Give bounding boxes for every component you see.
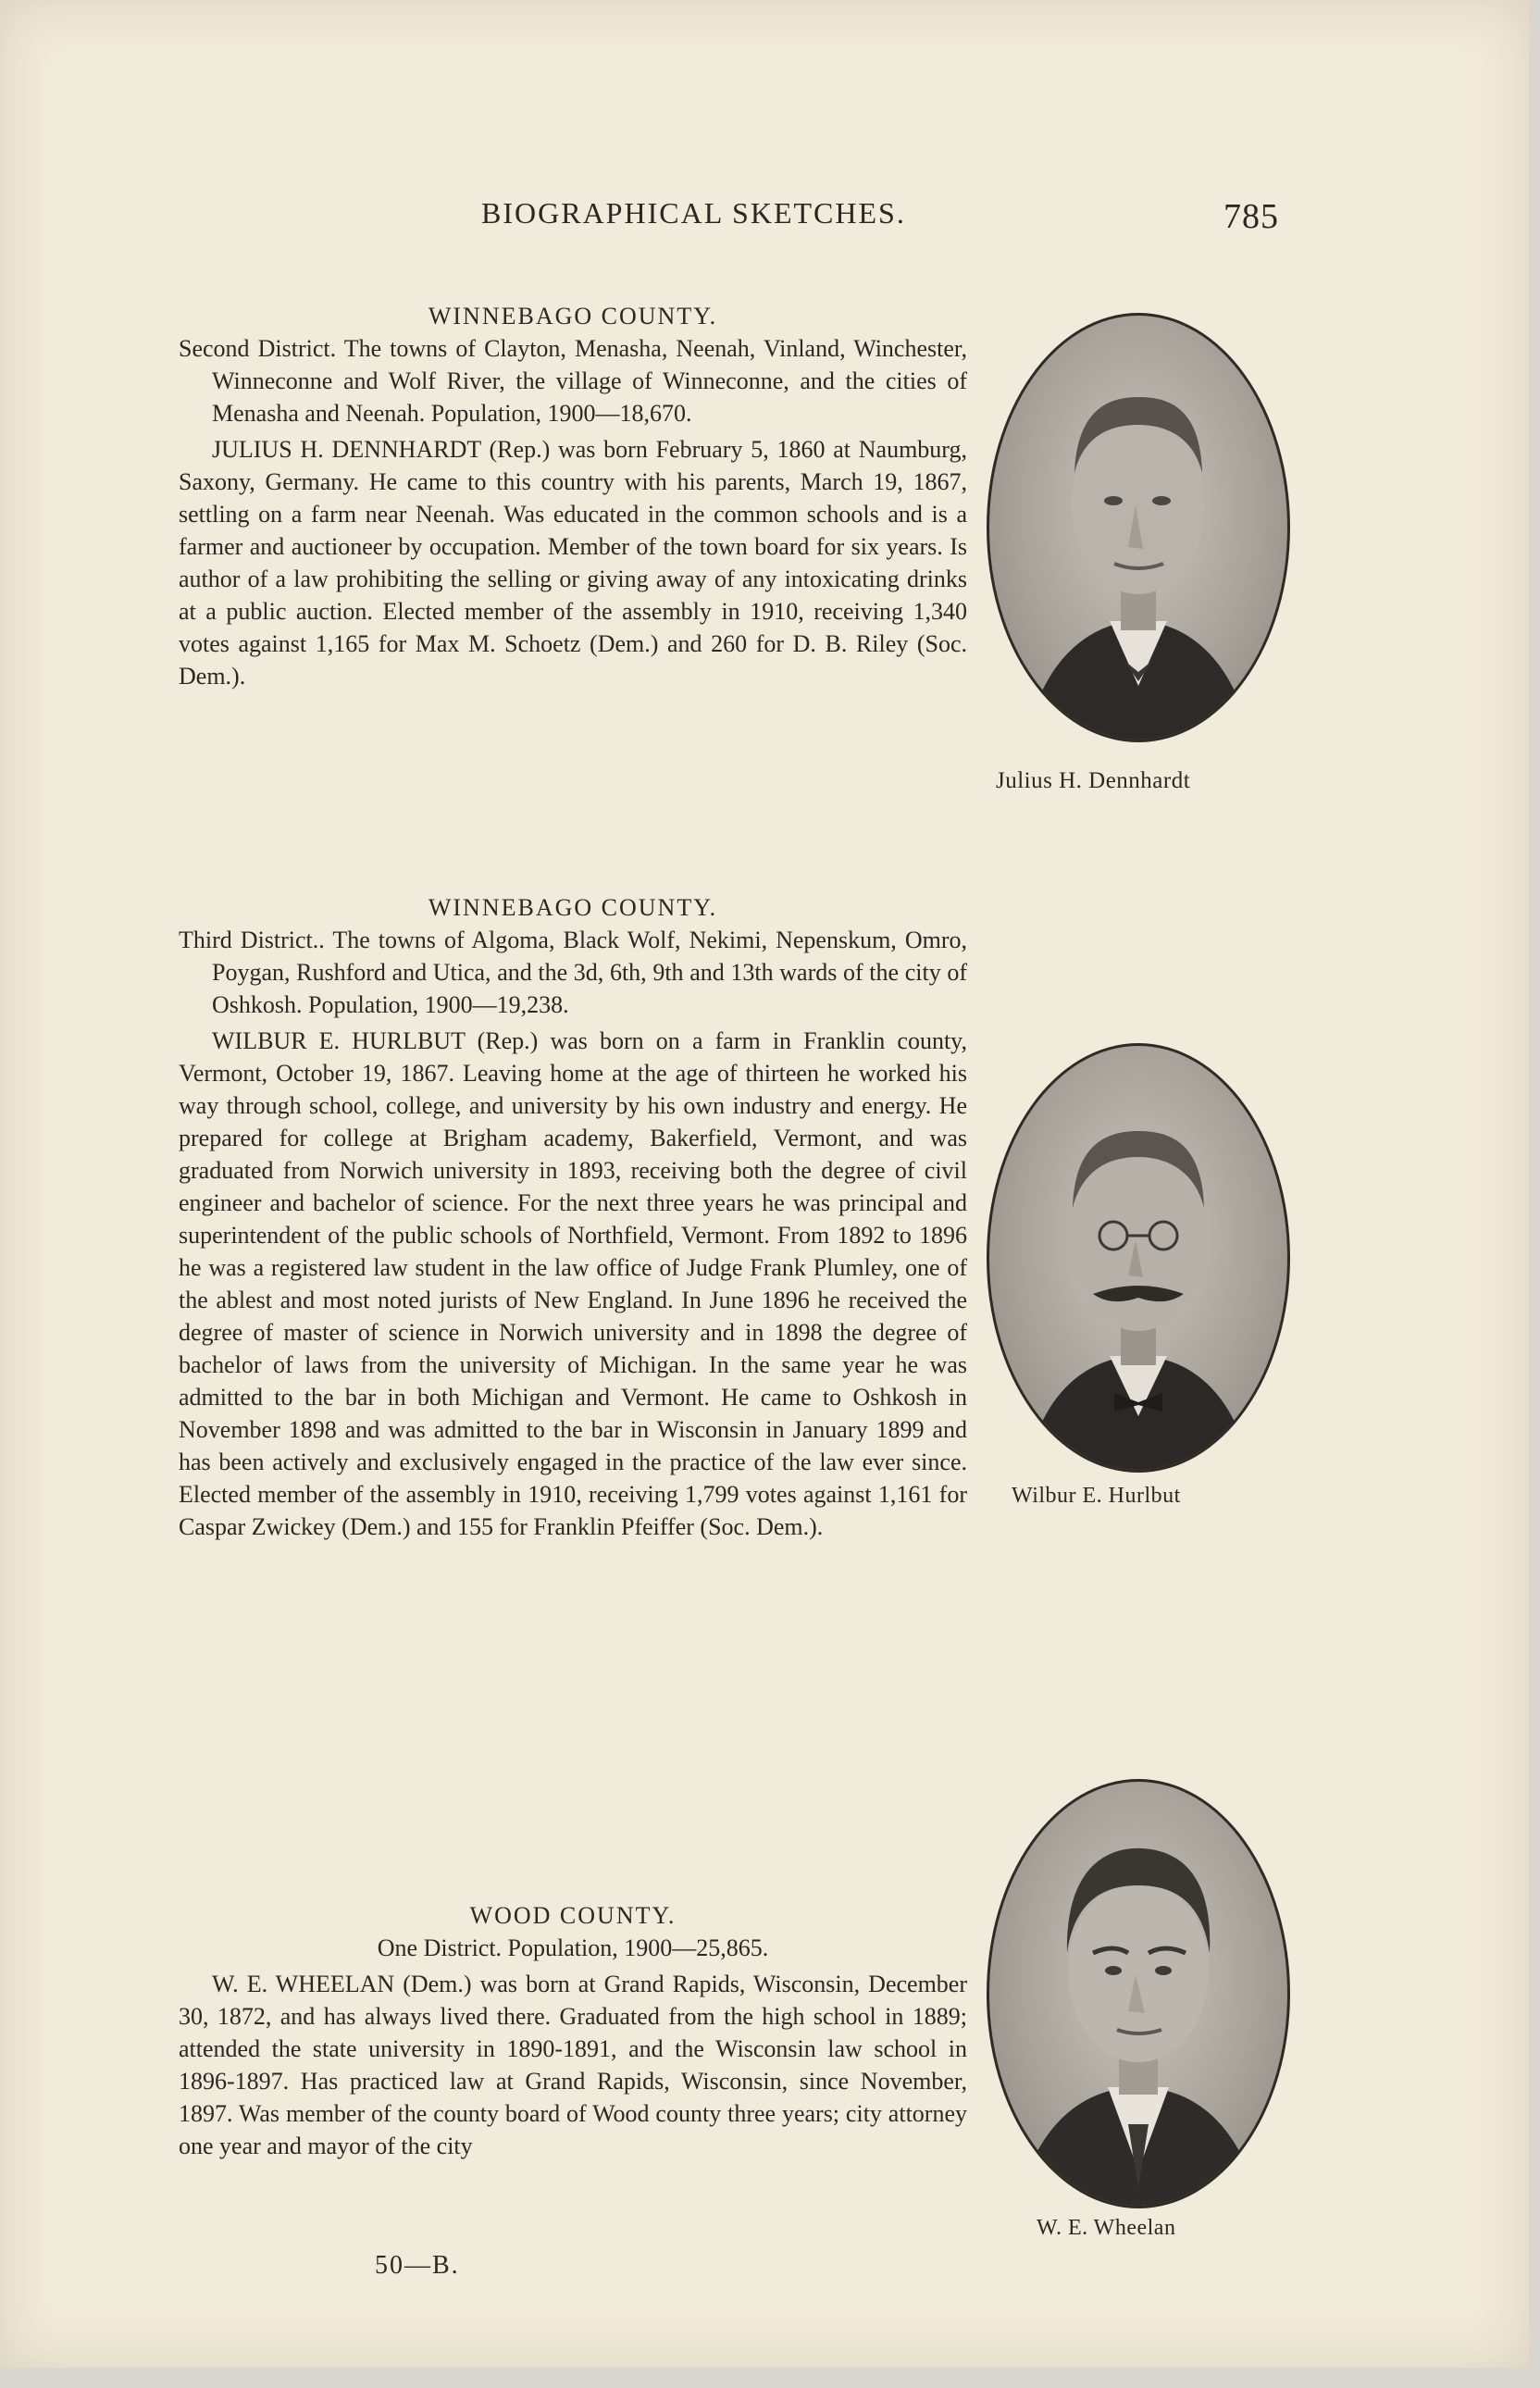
section-winnebago-third <box>179 891 967 1543</box>
district-description: Second District. The towns of Clayton, Menasha, Neenah, Vinland, Winchester, Winneconne and Wolf River, the village of Winneconne, and the cities of Menasha and Neenah. Population, 1900—18,670. <box>179 335 967 427</box>
district-description: Third District.. The towns of Algoma, Black Wolf, Nekimi, Nepenskum, Omro, Poygan, Rushford and Utica, and the 3d, 6th, 9th and 13th wards of the city of Oshkosh. Population, 1900—19,238. <box>179 927 967 1018</box>
county-heading: WINNEBAGO COUNTY. <box>428 894 718 921</box>
district-description: One District. Population, 1900—25,865. <box>377 1934 769 1961</box>
section-winnebago-second <box>179 300 967 692</box>
biography-paragraph: WILBUR E. HURLBUT (Rep.) was born on a farm in Franklin county, Vermont, October 19, 1867. Leaving home at the age of thirteen he worked his way through school, college, and university by his own industry and energy. He prepared for college at Brigham academy, Bakerfield, Vermont, and was graduated from Norwich university in 1893, receiving both the degree of civil engineer and bachelor of science. For the next three years he was principal and superintendent of the public schools of Northfield, Vermont. From 1892 to 1896 he was a registered law student in the law office of Judge Frank Plumley, one of the ablest and most noted jurists of New England. In June 1896 he received the degree of master of science in Norwich university and in 1898 the degree of bachelor of laws from the university of Michigan. In the same year he was admitted to the bar in both Michigan and Vermont. He came to Oshkosh in November 1898 and was admitted to the bar in Wisconsin in January 1899 and has been actively and exclusively engaged in the practice of the law ever since. Elected member of the assembly in 1910, receiving 1,799 votes against 1,161 for Caspar Zwickey (Dem.) and 155 for Franklin Pfeiffer (Soc. Dem.). <box>179 1027 967 1540</box>
county-heading: WOOD COUNTY. <box>469 1902 677 1929</box>
portrait-caption: Julius H. Dennhardt <box>996 768 1191 793</box>
biography-paragraph: W. E. WHEELAN (Dem.) was born at Grand Rapids, Wisconsin, December 30, 1872, and has always lived there. Graduated from the high school in 1889; attended the state university in 1890-1891, and the Wisconsin law school in 1896-1897. Has practiced law at Grand Rapids, Wisconsin, since November, 1897. Was member of the county board of Wood county three years; city attorney one year and mayor of the city <box>179 1971 967 2159</box>
biography-paragraph: JULIUS H. DENNHARDT (Rep.) was born February 5, 1860 at Naumburg, Saxony, Germany. He came to this country with his parents, March 19, 1867, settling on a farm near Neenah. Was educated in the common schools and is a farmer and auctioneer by occupation. Member of the town board for six years. Is author of a law prohibiting the selling or giving away of any intoxicating drinks at a public auction. Elected member of the assembly in 1910, receiving 1,340 votes against 1,165 for Max M. Schoetz (Dem.) and 260 for D. B. Riley (Soc. Dem.). <box>179 436 967 690</box>
section-wood-county <box>179 1899 967 2162</box>
portrait-photo-icon <box>987 313 1290 742</box>
signature-mark: 50—B. <box>375 2251 460 2280</box>
portrait-photo-icon <box>987 1043 1290 1473</box>
running-head: BIOGRAPHICAL SKETCHES. <box>481 196 906 230</box>
portrait-caption: Wilbur E. Hurlbut <box>1012 1484 1181 1508</box>
page-number: 785 <box>1223 197 1279 236</box>
portrait-caption: W. E. Wheelan <box>1037 2216 1176 2240</box>
portrait-photo-icon <box>987 1779 1290 2208</box>
county-heading: WINNEBAGO COUNTY. <box>428 303 718 330</box>
